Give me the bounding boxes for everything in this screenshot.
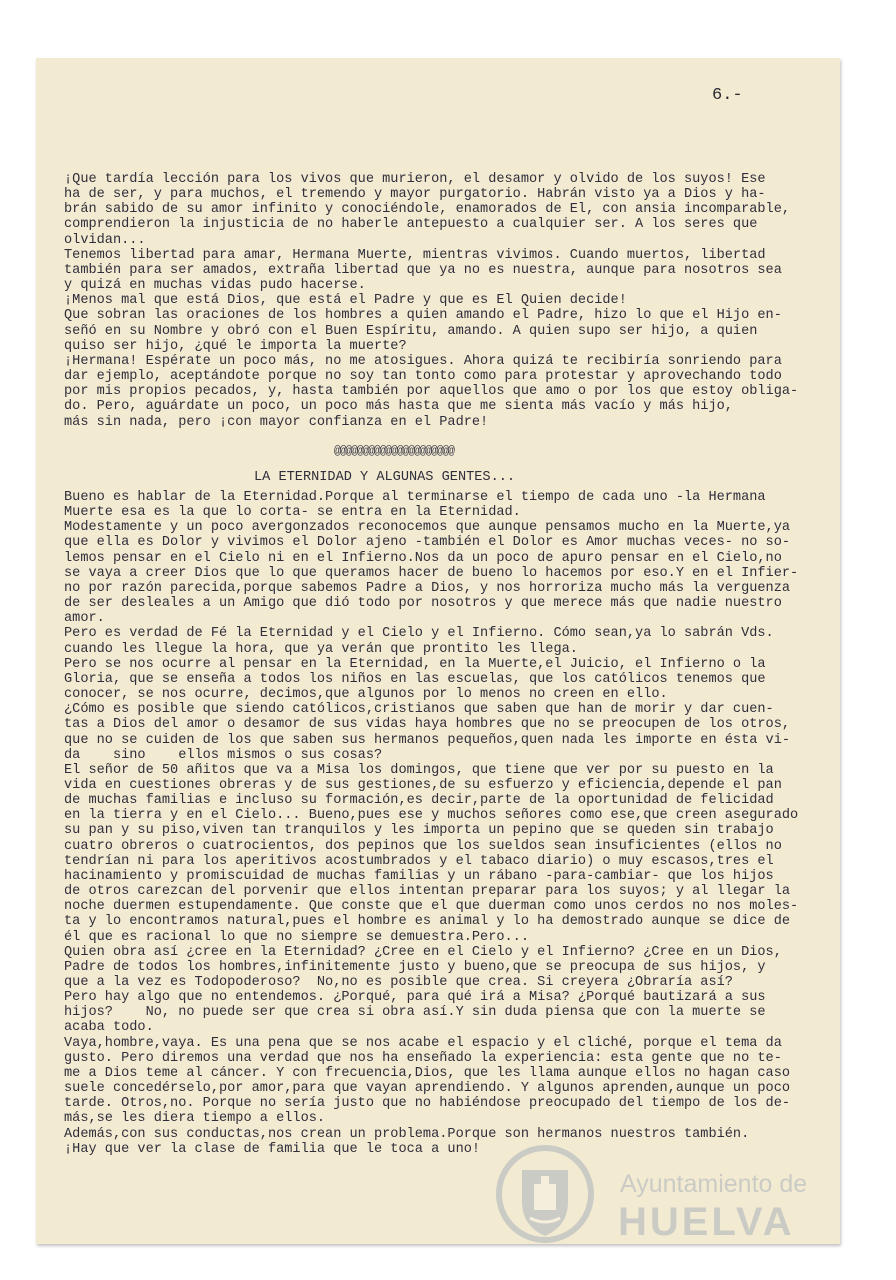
text-line: más sin nada, pero ¡con mayor confianza en el Padre! <box>64 414 489 430</box>
text-line: ¡Hay que ver la clase de familia que le toca a uno! <box>64 1141 481 1157</box>
text-line: de muchas familias e incluso su formación,es decir,parte de la oportunidad de felicidad <box>64 793 774 809</box>
text-line: no por razón parecida,porque sabemos Padre a Dios, y nos horroriza mucho más la verguenza <box>64 580 791 596</box>
text-line: da sino ellos mismos o sus cosas? <box>64 747 383 763</box>
text-line: Pero se nos ocurre al pensar en la Eternidad, en la Muerte,el Juicio, el Infierno o la <box>64 656 766 672</box>
text-line: cuando les llegue la hora, que ya verán que prontito les llega. <box>64 641 578 657</box>
huelva-coat-of-arms-icon <box>486 1142 604 1252</box>
ornament-separator: @@@@@@@@@@@@@@@@@@@@@ <box>334 445 454 458</box>
text-line: que a la vez es Todopoderoso? No,no es posible que crea. Si creyera ¿Obraría así? <box>64 975 733 990</box>
text-line: Pero hay algo que no entendemos. ¿Porqué, para qué irá a Misa? ¿Porqué bautizará a sus <box>64 990 766 1006</box>
text-line: tas a Dios del amor o desamor de sus vidas haya hombres que no se preocupen de los otros, <box>64 717 791 733</box>
text-line: su pan y su piso,viven tan tranquilos y les importa un pepino que se queden sin trabajo <box>64 823 774 839</box>
text-line: él que es racional lo que no siempre se demuestra.Pero... <box>64 929 529 945</box>
text-line: en la tierra y en el Cielo... Bueno,pues ese y muchos señores como ese,que creen asegurado <box>64 808 799 824</box>
text-line: Padre de todos los hombres,infinitemente justo y bueno,que se preocupa de sus hijos, y <box>64 959 766 975</box>
text-line: Muerte esa es la que lo corta- se entra en la Eternidad. <box>64 505 521 521</box>
text-line: Vaya,hombre,vaya. Es una pena que se nos acabe el espacio y el cliché, porque el tema da <box>64 1035 782 1051</box>
text-line: ¿Cómo es posible que siendo católicos,cristianos que saben que han de morir y dar cuen- <box>64 702 774 718</box>
text-line: El señor de 50 añitos que va a Misa los domingos, que tiene que ver por su puesto en la <box>64 762 774 778</box>
text-line: por mis propios pecados, y, hasta también por aquellos que amo o por los que estoy obliga- <box>64 384 799 400</box>
text-line: lemos pensar en el Cielo ni en el Infierno.Nos da un poco de apuro pensar en el Cielo,no <box>64 550 782 566</box>
body-text-top <box>64 172 844 430</box>
text-line: también para ser amados, extraña libertad que ya no es nuestra, aunque para nosotros sea <box>64 262 782 278</box>
text-line: cuatro obreros o cuatrocientos, dos pepinos que los sueldos sean insuficientes (ellos no <box>64 838 782 854</box>
text-line: más,se les diera tiempo a ellos. <box>64 1111 326 1127</box>
text-line: Pero es verdad de Fé la Eternidad y el Cielo y el Infierno. Cómo sean,ya lo sabrán Vds. <box>64 626 774 642</box>
text-line: noche duermen estupendamente. Que conste que el que duerman como unos cerdos no nos moles- <box>64 899 799 915</box>
text-line: comprendieron la injusticia de no haberle antepuesto a cualquier ser. A los seres que <box>64 217 758 233</box>
text-line: Tenemos libertad para amar, Hermana Muerte, mientras vivimos. Cuando muertos, libertad <box>64 247 766 263</box>
watermark-line1: Ayuntamiento de <box>620 1170 808 1198</box>
text-line: Modestamente y un poco avergonzados reconocemos que aunque pensamos mucho en la Muerte,ya <box>64 520 791 536</box>
text-line: conocer, se nos ocurre, decimos,que algunos por lo menos no creen en ello. <box>64 687 668 703</box>
watermark <box>486 1142 826 1252</box>
text-line: de otros carezcan del porvenir que ellos intentan preparar para los suyos; y al llegar la <box>64 884 791 900</box>
text-line: do. Pero, aguárdate un poco, un poco más hasta que me sienta más vacío y más hijo, <box>64 399 733 415</box>
text-line: quiso ser hijo, ¿qué le importa la muerte? <box>64 338 407 354</box>
text-line: Bueno es hablar de la Eternidad.Porque al terminarse el tiempo de cada uno -la Hermana <box>64 490 766 505</box>
text-line: Además,con sus conductas,nos crean un problema.Porque son hermanos nuestros también. <box>64 1126 750 1142</box>
text-line: y quizá en muchas vidas pudo hacerse. <box>64 278 366 294</box>
text-line: me a Dios teme al cáncer. Y con frecuencia,Dios, que les llama aunque ellos no hagan caso <box>64 1065 791 1081</box>
text-line: vida en cuestiones obreras y de sus gestiones,de su esfuerzo y eficiencia,depende el pan <box>64 777 782 793</box>
text-line: se vaya a creer Dios que lo que queramos hacer de bueno lo hacemos por eso.Y en el Infier- <box>64 565 799 581</box>
text-line: tarde. Otros,no. Porque no sería justo que no habiéndose preocupado del tiempo de los de- <box>64 1096 791 1112</box>
text-line: ha de ser, y para muchos, el tremendo y mayor purgatorio. Habrán visto ya a Dios y ha- <box>64 187 766 203</box>
section-heading: LA ETERNIDAD Y ALGUNAS GENTES... <box>254 470 516 485</box>
text-line: amor. <box>64 611 105 627</box>
text-line: suele concedérselo,por amor,para que vayan aprendiendo. Y algunos aprenden,aunque un poco <box>64 1081 791 1097</box>
text-line: ta y lo encontramos natural,pues el hombre es animal y lo ha demostrado aunque se dice de <box>64 914 791 930</box>
text-line: acaba todo. <box>64 1020 154 1036</box>
text-line: ¡Hermana! Espérate un poco más, no me atosigues. Ahora quizá te recibiría sonriendo para <box>64 353 782 369</box>
text-line: tendrían ni para los aperitivos acostumbrados y el tabaco diario) o muy escasos,tres el <box>64 853 774 869</box>
text-line: brán sabido de su amor infinito y conociéndole, enamorados de El, con ansia incomparable, <box>64 202 791 218</box>
body-text-bottom <box>64 490 844 1157</box>
text-line: ¡Menos mal que está Dios, que está el Padre y que es El Quien decide! <box>64 293 627 309</box>
text-line: Que sobran las oraciones de los hombres a quien amando el Padre, hizo lo que el Hijo en- <box>64 308 782 324</box>
text-line: hijos? No, no puede ser que crea si obra así.Y sin duda piensa que con la muerte se <box>64 1005 766 1021</box>
text-line: gusto. Pero diremos una verdad que nos ha enseñado la experiencia: esta gente que no te- <box>64 1050 782 1066</box>
page-number: 6.- <box>712 86 743 105</box>
text-line: Gloria, que se enseña a todos los niños en las escuelas, que los católicos tenemos que <box>64 671 766 687</box>
text-line: dar ejemplo, aceptándote porque no soy tan tonto como para protestar y aprovechando todo <box>64 369 782 385</box>
text-line: olvidan... <box>64 232 146 248</box>
text-line: hacinamiento y promiscuidad de muchas familias y un rábano -para-cambiar- que los hijos <box>64 868 774 884</box>
text-line: de ser desleales a un Amigo que dió todo por nosotros y que merece más que nadie nuestro <box>64 596 782 612</box>
text-line: ¡Que tardía lección para los vivos que murieron, el desamor y olvido de los suyos! Ese <box>64 172 766 187</box>
text-line: Quien obra así ¿cree en la Eternidad? ¿Cree en el Cielo y el Infierno? ¿Cree en un Dios, <box>64 944 782 960</box>
text-line: señó en su Nombre y obró con el Buen Espíritu, amando. A quien supo ser hijo, a quien <box>64 323 758 339</box>
watermark-line2: HUELVA <box>618 1200 795 1244</box>
text-line: que ella es Dolor y vivimos el Dolor ajeno -también el Dolor es Amor muchas veces- no so- <box>64 535 791 551</box>
text-line: que no se cuiden de los que saben sus hermanos pequeños,quen nada les importe en ésta vi- <box>64 732 791 748</box>
